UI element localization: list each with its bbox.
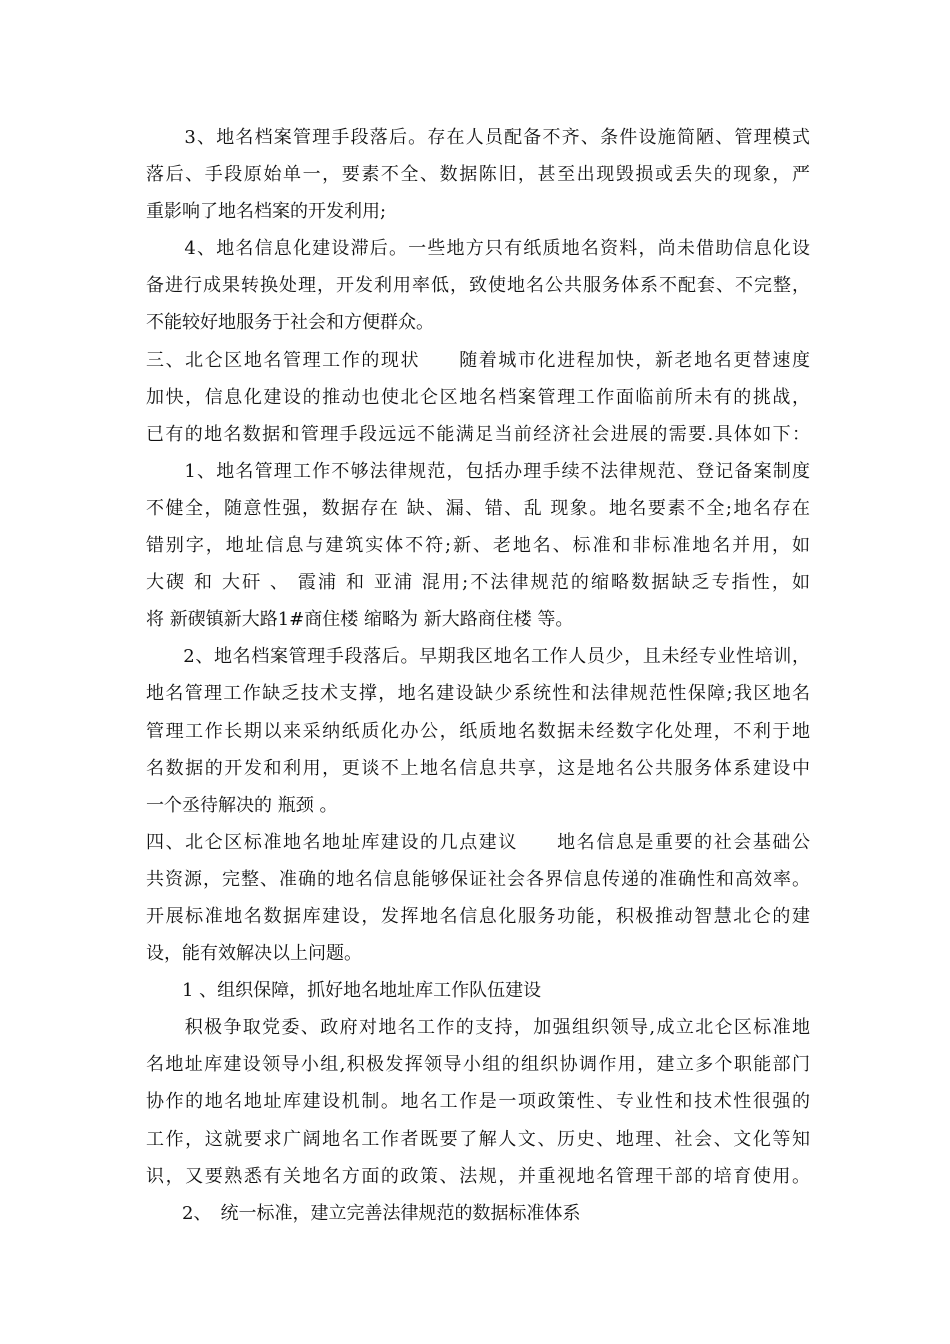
- text-line: 协作的地名地址库建设机制。地名工作是一项政策性、专业性和技术性很强的: [146, 1091, 810, 1113]
- text-line: 将 新碶镇新大路1#商住楼 缩略为 新大路商住楼 等。: [146, 609, 574, 631]
- section-heading-line: 三、北仑区地名管理工作的现状 随着城市化进程加快，新老地名更替速度: [146, 349, 810, 371]
- text-line: 不健全，随意性强，数据存在 缺、漏、错、乱 现象。地名要素不全;地名存在: [146, 497, 810, 519]
- text-line: 重影响了地名档案的开发利用;: [146, 201, 387, 223]
- text-line: 设，能有效解决以上问题。: [146, 943, 362, 965]
- text-line: 积极争取党委、政府对地名工作的支持，加强组织领导,成立北仑区标准地: [146, 1017, 810, 1039]
- text-line: 共资源，完整、准确的地名信息能够保证社会各界信息传递的准确性和高效率。: [146, 868, 810, 890]
- subheading-line: 1 、组织保障，抓好地名地址库工作队伍建设: [146, 980, 542, 1002]
- text-line: 工作，这就要求广阔地名工作者既要了解人文、历史、地理、社会、文化等知: [146, 1128, 810, 1150]
- text-line: 开展标准地名数据库建设，发挥地名信息化服务功能，积极推动智慧北仑的建: [146, 905, 810, 927]
- text-line: 1、地名管理工作不够法律规范，包括办理手续不法律规范、登记备案制度: [146, 460, 810, 482]
- document-body: [146, 119, 810, 1232]
- text-line: 识，又要熟悉有关地名方面的政策、法规，并重视地名管理干部的培育使用。: [146, 1165, 810, 1187]
- text-line: 落后、手段原始单一，要素不全、数据陈旧，甚至出现毁损或丢失的现象，严: [146, 164, 810, 186]
- text-line: 已有的地名数据和管理手段远远不能满足当前经济社会进展的需要.具体如下：: [146, 423, 810, 445]
- text-line: 加快，信息化建设的推动也使北仑区地名档案管理工作面临前所未有的挑战，: [146, 386, 810, 408]
- text-line: 管理工作长期以来采纳纸质化办公，纸质地名数据未经数字化处理，不利于地: [146, 720, 810, 742]
- text-line: 大碶 和 大矸 、 霞浦 和 亚浦 混用;不法律规范的缩略数据缺乏专指性，如: [146, 572, 810, 594]
- text-line: 3、地名档案管理手段落后。存在人员配备不齐、条件设施简陋、管理模式: [146, 127, 810, 148]
- text-line: 地名管理工作缺乏技术支撑，地名建设缺少系统性和法律规范性保障;我区地名: [146, 683, 810, 705]
- text-line: 2、地名档案管理手段落后。早期我区地名工作人员少，且未经专业性培训，: [146, 646, 810, 668]
- section-heading-line: 四、北仑区标准地名地址库建设的几点建议 地名信息是重要的社会基础公: [146, 831, 810, 853]
- text-line: 备进行成果转换处理，开发利用率低，致使地名公共服务体系不配套、不完整，: [146, 275, 810, 297]
- text-line: 4、地名信息化建设滞后。一些地方只有纸质地名资料，尚未借助信息化设: [146, 238, 810, 260]
- subheading-line: 2、 统一标准，建立完善法律规范的数据标准体系: [146, 1202, 581, 1224]
- text-line: 名地址库建设领导小组,积极发挥领导小组的组织协调作用，建立多个职能部门: [146, 1054, 810, 1076]
- text-line: 不能较好地服务于社会和方便群众。: [146, 312, 434, 334]
- text-line: 名数据的开发和利用，更谈不上地名信息共享，这是地名公共服务体系建设中: [146, 757, 810, 779]
- text-line: 错别字，地址信息与建筑实体不符;新、老地名、标准和非标准地名并用，如: [146, 535, 810, 557]
- text-line: 一个丞待解决的 瓶颈 。: [146, 794, 338, 816]
